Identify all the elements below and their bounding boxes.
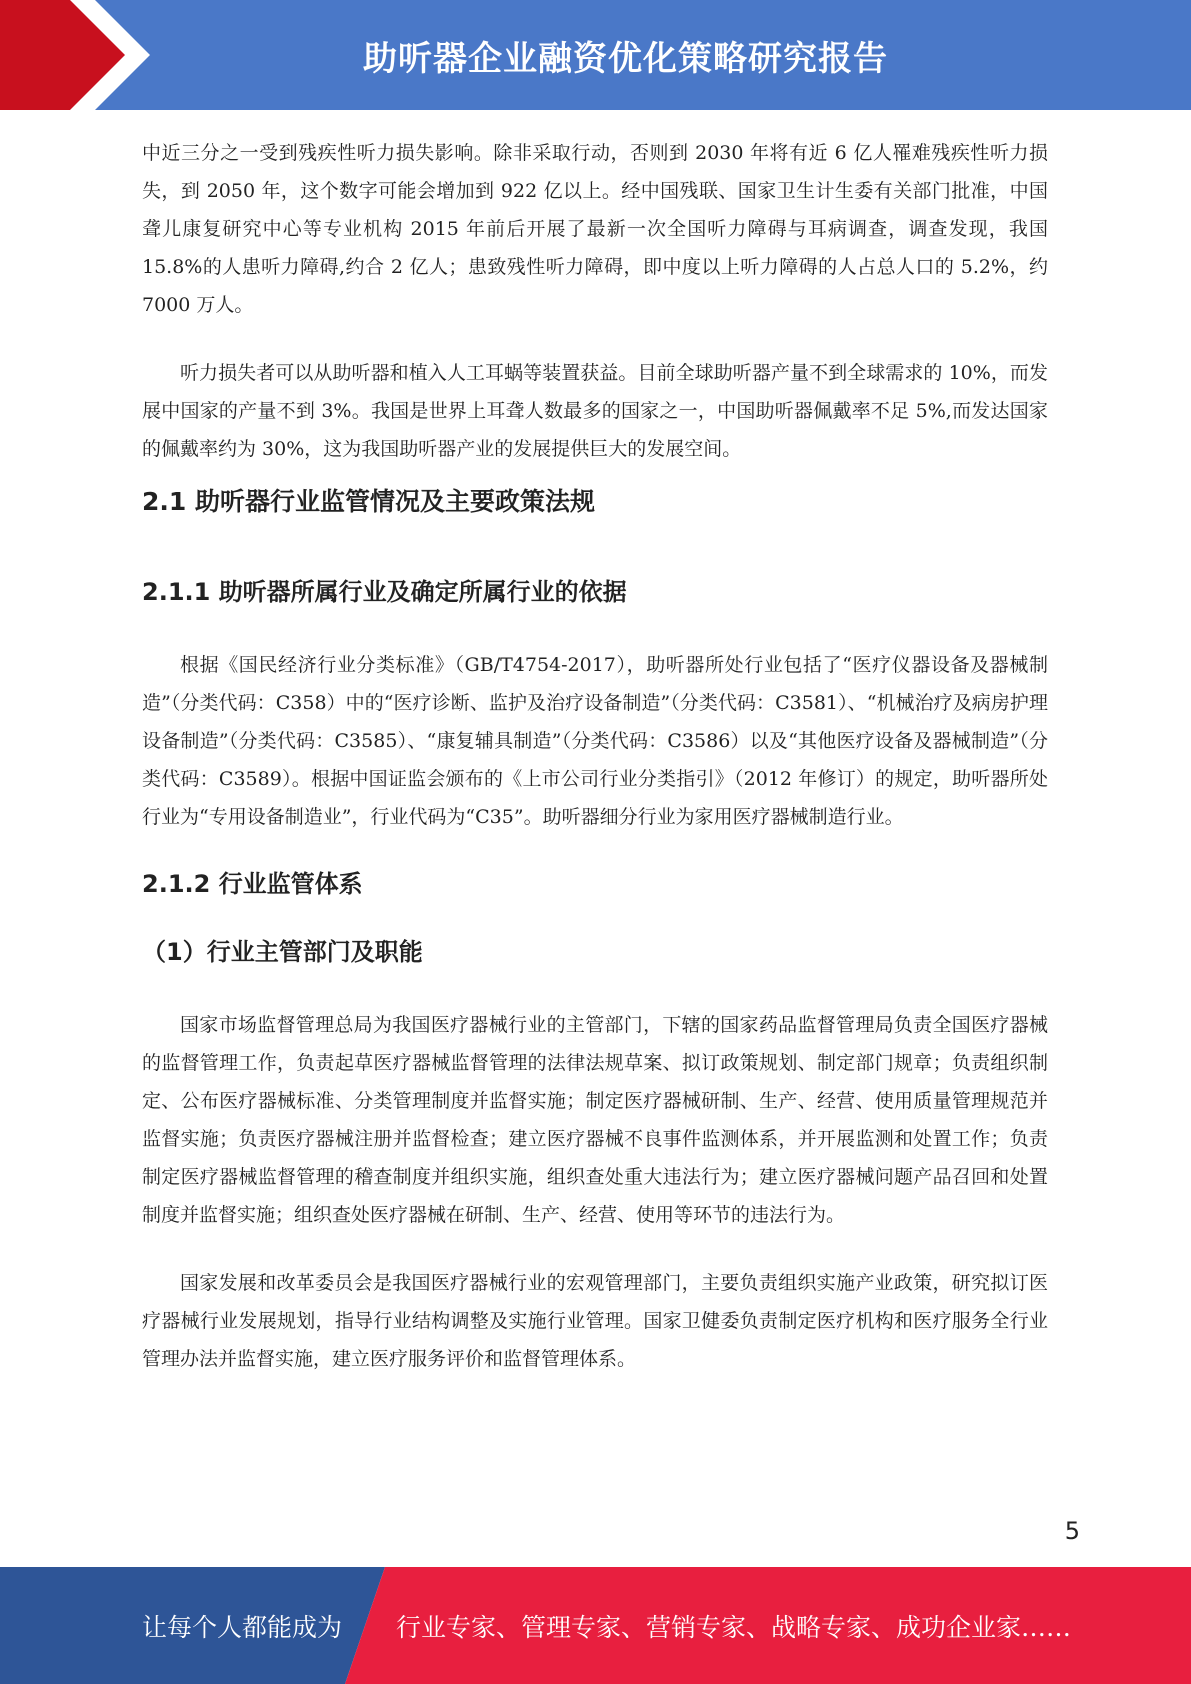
footer-slogan-right: 行业专家、管理专家、营销专家、战略专家、成功企业家…… xyxy=(396,1612,1072,1642)
paragraph-macro-management: 国家发展和改革委员会是我国医疗器械行业的宏观管理部门，主要负责组织实施产业政策，研究拟订医疗器械行业发展规划，指导行业结构调整及实施行业管理。国家卫健委负责制定医疗机构和医疗服务全行业管理办法并监督实施，建立医疗服务评价和监督管理体系。 xyxy=(142,1272,1048,1370)
page-footer xyxy=(0,1567,1191,1684)
report-title: 助听器企业融资优化策略研究报告 xyxy=(363,38,888,79)
paragraph-regulatory-authority: 国家市场监督管理总局为我国医疗器械行业的主管部门，下辖的国家药品监督管理局负责全国医疗器械的监督管理工作，负责起草医疗器械监督管理的法律法规草案、拟订政策规划、制定部门规章；负责组织制定、公布医疗器械标准、分类管理制度并监督实施；制定医疗器械研制、生产、经营、使用质量管理规范并监督实施；负责医疗器械注册并监督检查；建立医疗器械不良事件监测体系，并开展监测和处置工作；负责制定医疗器械监督管理的稽查制度并组织实施，组织查处重大违法行为；建立医疗器械问题产品召回和处置制度并监督实施；组织查处医疗器械在研制、生产、经营、使用等环节的违法行为。 xyxy=(142,1014,1048,1226)
section-heading-2-1-1: 2.1.1 助听器所属行业及确定所属行业的依据 xyxy=(142,578,627,606)
page-header xyxy=(0,0,1191,110)
header-arrow-decoration xyxy=(0,0,160,110)
section-heading-2-1: 2.1 助听器行业监管情况及主要政策法规 xyxy=(142,487,595,516)
section-heading-2-1-2: 2.1.2 行业监管体系 xyxy=(142,870,363,898)
paragraph-hearing-aid-demand: 听力损失者可以从助听器和植入人工耳蜗等装置获益。目前全球助听器产量不到全球需求的 10%，而发展中国家的产量不到 3%。我国是世界上耳聋人数最多的国家之一，中国助听器佩戴率不足 5%,而发达国家的佩戴率约为 30%，这为我国助听器产业的发展提供巨大的发展空间。 xyxy=(142,362,1048,460)
page-number: 5 xyxy=(1064,1517,1080,1545)
paragraph-hearing-loss-stats: 中近三分之一受到残疾性听力损失影响。除非采取行动，否则到 2030 年将有近 6 亿人罹难残疾性听力损失，到 2050 年，这个数字可能会增加到 922 亿以上。经中国残联、国家卫生计生委有关部门批准，中国聋儿康复研究中心等专业机构 2015 年前后开展了最新一次全国听力障碍与耳病调查，调查发现，我国 15.8%的人患听力障碍,约合 2 亿人；患致残性听力障碍，即中度以上听力障碍的人占总人口的 5.2%，约 7000 万人。 xyxy=(142,142,1048,316)
subsection-heading-1: （1）行业主管部门及职能 xyxy=(142,938,423,966)
page-content xyxy=(142,134,1048,1378)
paragraph-industry-classification: 根据《国民经济行业分类标准》（GB/T4754-2017），助听器所处行业包括了“医疗仪器设备及器械制造”（分类代码：C358）中的“医疗诊断、监护及治疗设备制造”（分类代码：C3581）、“机械治疗及病房护理设备制造”（分类代码：C3585）、“康复辅具制造”（分类代码：C3586）以及“其他医疗设备及器械制造”（分类代码：C3589）。根据中国证监会颁布的《上市公司行业分类指引》（2012 年修订）的规定，助听器所处行业为“专用设备制造业”，行业代码为“C35”。助听器细分行业为家用医疗器械制造行业。 xyxy=(142,654,1048,828)
footer-slogan-left: 让每个人都能成为 xyxy=(142,1612,343,1642)
